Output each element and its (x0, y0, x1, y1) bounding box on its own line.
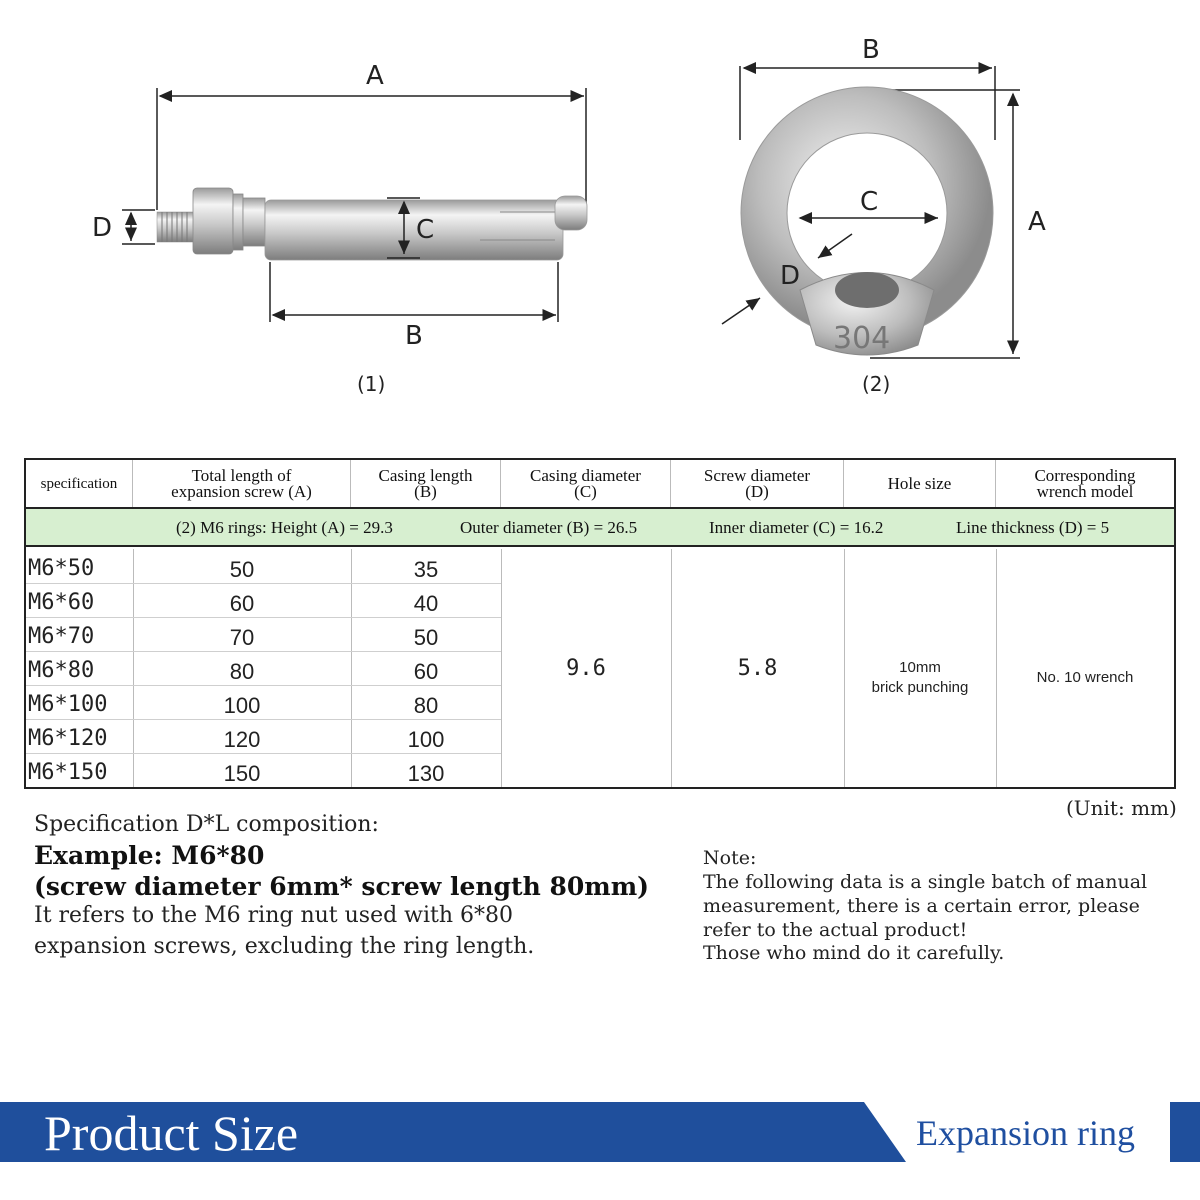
header-casing-length: Casing length (B) (351, 460, 501, 507)
header-wrench-model: Corresponding wrench model (1034, 465, 1136, 501)
ring-dimensions-row (26, 507, 1174, 547)
casing (265, 200, 563, 260)
wrench-model-value: No. 10 wrench (1036, 669, 1134, 686)
specification-table: specification Total length of expansion screw (A) Casing length (B) Casing diameter (C) Screw diameter (D) Hole size Corresponding wrench model (2) M6 rings: Height (A) = 29.3 Outer diameter (B) = 26.5 Inner diameter (C) = 16.2 Line thickness (D) = 5 M6*50 50 35 M6*60 60 40 M6*70 70 50 M6*80 80 60 M6*100 100 80 M6*120 120 100 M6*150 150 130 9.6 5.8 10mm brick punching No. 10 wrench (24, 458, 1176, 789)
banner-title: Product Size (44, 1105, 299, 1161)
header-hole-size: Hole size (844, 460, 996, 507)
diagram-caption-1: (1) (357, 372, 386, 396)
example-detail: (screw diameter 6mm* screw length 80mm) (34, 872, 649, 901)
example-title: Example: M6*80 (34, 841, 265, 870)
header-casing-diameter: Casing diameter (C) (501, 460, 671, 507)
label-b: B (405, 321, 423, 351)
ring-line-thickness: Line thickness (D) = 5 (956, 518, 1110, 537)
header-total-length: Total length of expansion screw (A) (133, 460, 351, 507)
label-d: D (92, 213, 113, 243)
hex-nut (193, 188, 233, 254)
label-ring-d: D (780, 261, 801, 291)
expansion-screw-diagram (92, 61, 587, 396)
ring-nut-diagram (722, 35, 1046, 396)
unit-label: (Unit: mm) (1066, 796, 1177, 820)
product-diagrams (0, 0, 1200, 420)
header-specification: specification (26, 460, 133, 507)
hole-size-value: 10mm brick punching (871, 659, 969, 696)
diagram-caption-2: (2) (862, 372, 891, 396)
screw-diameter-value: 5.8 (737, 655, 778, 681)
casing-diameter-value: 9.6 (566, 655, 606, 681)
ring-outer-diameter: Outer diameter (B) = 26.5 (460, 518, 638, 537)
label-ring-b: B (862, 35, 880, 65)
label-a: A (366, 61, 384, 91)
ring-height: (2) M6 rings: Height (A) = 29.3 (176, 518, 393, 537)
ring-inner-diameter: Inner diameter (C) = 16.2 (709, 518, 884, 537)
banner-subtitle: Expansion ring (916, 1113, 1135, 1153)
header-screw-diameter: Screw diameter (D) (671, 460, 844, 507)
label-ring-c: C (860, 187, 879, 217)
label-c: C (416, 215, 435, 245)
stamp-304: 304 (833, 321, 891, 356)
label-ring-a: A (1028, 207, 1046, 237)
